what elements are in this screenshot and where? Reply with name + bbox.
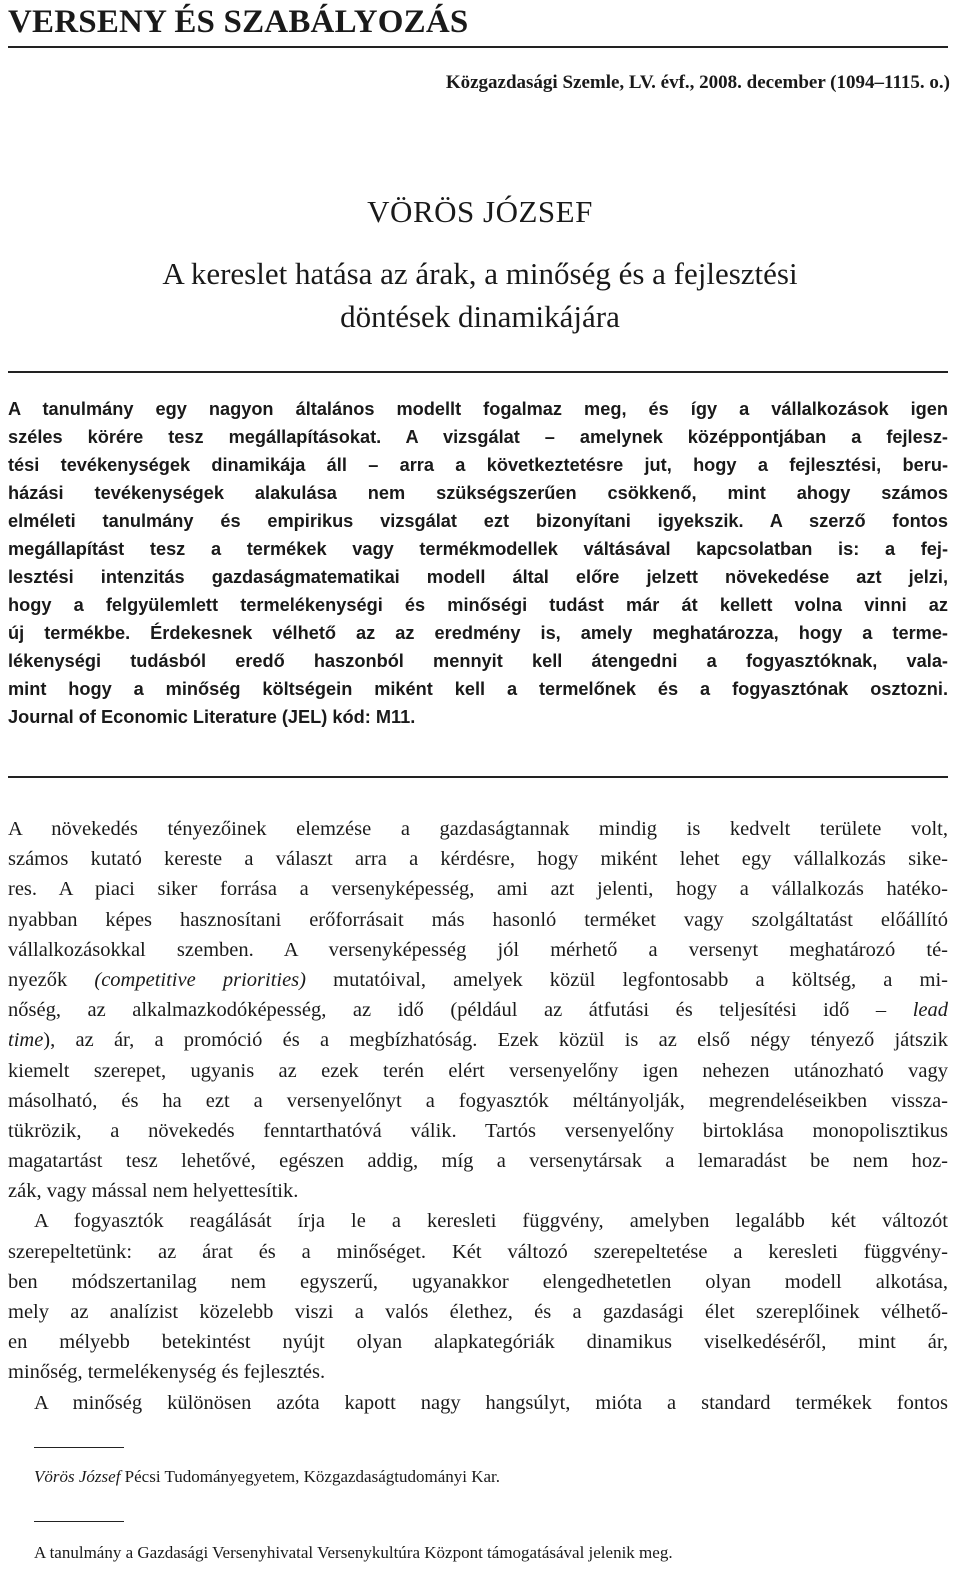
article-title-line-2: döntések dinamikájára bbox=[340, 299, 620, 334]
body-text-run: ), az ár, a promóció és a megbízhatóság. Ezek közül is az első négy tényező játszik bbox=[43, 1029, 948, 1052]
body-line: A minőség különösen azóta kapott nagy hangsúlyt, mióta a standard termékek fontos bbox=[34, 1391, 948, 1414]
section-title: VERSENY ÉS SZABÁLYOZÁS bbox=[8, 4, 469, 40]
abstract-line: megállapítást tesz a termékek vagy termékmodellek váltásával kapcsolatban is: a fej- bbox=[8, 539, 948, 559]
body-line bbox=[8, 1025, 948, 1055]
body-text-run: mutatóival, amelyek közül legfontosabb a költség, a mi- bbox=[306, 968, 949, 991]
abstract-line: lesztési intenzitás gazdaságmatematikai modell által előre jelzett növekedése azt jelzi, bbox=[8, 567, 948, 587]
italic-term: (competitive priorities) bbox=[94, 968, 306, 991]
abstract-line: elméleti tanulmány és empirikus vizsgálat ezt bizonyítani igyekszik. A szerző fontos bbox=[8, 511, 948, 531]
body-line: zák, vagy mással nem helyettesítik. bbox=[8, 1180, 299, 1203]
body-line: másolható, és ha ezt a versenyelőnyt a fogyasztók méltányolják, megrendeléseikben vissza- bbox=[8, 1089, 948, 1112]
body-line: en mélyebb betekintést nyújt olyan alapkategóriák dinamikus viselkedéséről, mint ár, bbox=[8, 1331, 948, 1354]
body-line: nyabban képes hasznosítani erőforrásait más hasonló terméket vagy szolgáltatást előállító bbox=[8, 908, 948, 931]
abstract-line: házási tevékenységek alakulása nem szükségszerűen csökkenő, mint ahogy számos bbox=[8, 483, 948, 503]
abstract-line: hogy a felgyülemlett termelékenységi és minőségi tudást már át kellett volna vinni az bbox=[8, 595, 948, 615]
body-line: tükrözik, a növekedés fenntarthatóvá válik. Tartós versenyelőny birtoklása monopolisztikus bbox=[8, 1119, 948, 1142]
body-line: vállalkozásokkal szemben. A versenyképesség jól mérhető a versenyt meghatározó té- bbox=[8, 938, 948, 961]
body-line: A fogyasztók reagálását írja le a keresleti függvény, amelyben legalább két változót bbox=[34, 1210, 948, 1233]
author-footnote bbox=[34, 1466, 948, 1488]
body-line: mely az analízist közelebb viszi a valós élethez, és a gazdasági élet szereplőinek vélhető- bbox=[8, 1301, 948, 1323]
funding-footnote: A tanulmány a Gazdasági Versenyhivatal Versenykultúra Központ támogatásával jelenik meg. bbox=[34, 1543, 673, 1562]
footnote-affiliation: Pécsi Tudományegyetem, Közgazdaságtudományi Kar. bbox=[120, 1467, 501, 1486]
body-text bbox=[8, 814, 948, 1418]
body-line: minőség, termelékenység és fejlesztés. bbox=[8, 1361, 326, 1384]
abstract-line: tési tevékenységek dinamikája áll – arra a következtetésre jut, hogy a fejlesztési, beru- bbox=[8, 455, 948, 475]
body-text-run: nőség, az alkalmazkodóképesség, az idő (például az átfutási és teljesítési idő – bbox=[8, 999, 913, 1022]
body-line: res. A piaci siker forrása a versenyképesség, ami azt jelenti, hogy a vállalkozás hatéko- bbox=[8, 878, 948, 901]
footnote-rule bbox=[34, 1447, 124, 1448]
body-line: kiemelt szerepet, ugyanis az ezek terén elért versenyelőny igen nehezen utánozható vagy bbox=[8, 1059, 948, 1082]
body-line bbox=[8, 995, 948, 1025]
body-line: ben módszertanilag nem egyszerű, ugyanakkor elengedhetetlen olyan modell alkotása, bbox=[8, 1270, 948, 1293]
abstract-line: új termékbe. Érdekesnek vélhető az az eredmény is, amely meghatározza, hogy a terme- bbox=[8, 623, 948, 643]
abstract-top-rule bbox=[8, 371, 948, 373]
article-title bbox=[0, 252, 960, 338]
body-line: szerepeltetünk: az árat és a minőséget. Két változó szerepeltetése a keresleti függvény- bbox=[8, 1240, 948, 1263]
footnote-author-name: Vörös József bbox=[34, 1467, 121, 1486]
article-title-line-1: A kereslet hatása az árak, a minőség és a fejlesztési bbox=[162, 256, 798, 291]
abstract-bottom-rule bbox=[8, 776, 948, 778]
abstract-line: mint hogy a minőség költségein miként kell a termelőnek és a fogyasztónak osztozni. bbox=[8, 679, 948, 699]
header-rule bbox=[8, 46, 948, 48]
footnote-rule bbox=[34, 1521, 124, 1522]
body-line bbox=[8, 965, 948, 995]
body-line: A növekedés tényezőinek elemzése a gazdaságtannak mindig is kedvelt területe volt, bbox=[8, 818, 948, 840]
abstract-line: A tanulmány egy nagyon általános modellt fogalmaz meg, és így a vállalkozások igen bbox=[8, 399, 948, 419]
journal-citation: Közgazdasági Szemle, LV. évf., 2008. december (1094–1115. o.) bbox=[445, 72, 950, 93]
body-text-run: nyezők bbox=[8, 968, 95, 991]
jel-code-line: Journal of Economic Literature (JEL) kód: M11. bbox=[8, 707, 416, 727]
italic-term: time bbox=[8, 1029, 44, 1052]
body-line: számos kutató kereste a választ arra a kérdésre, hogy miként lehet egy vállalkozás sike- bbox=[8, 848, 948, 871]
abstract-line: széles körére tesz megállapításokat. A vizsgálat – amelynek középpontjában a fejlesz- bbox=[8, 427, 948, 447]
abstract-line: lékenységi tudásból eredő haszonból mennyit kell átengedni a fogyasztóknak, vala- bbox=[8, 651, 948, 671]
abstract bbox=[8, 395, 948, 731]
author-name: VÖRÖS JÓZSEF bbox=[367, 194, 593, 229]
italic-term: lead bbox=[912, 999, 948, 1022]
body-line: magatartást tesz lehetővé, egészen addig, míg a versenytársak a lemaradást be nem hoz- bbox=[8, 1150, 948, 1173]
